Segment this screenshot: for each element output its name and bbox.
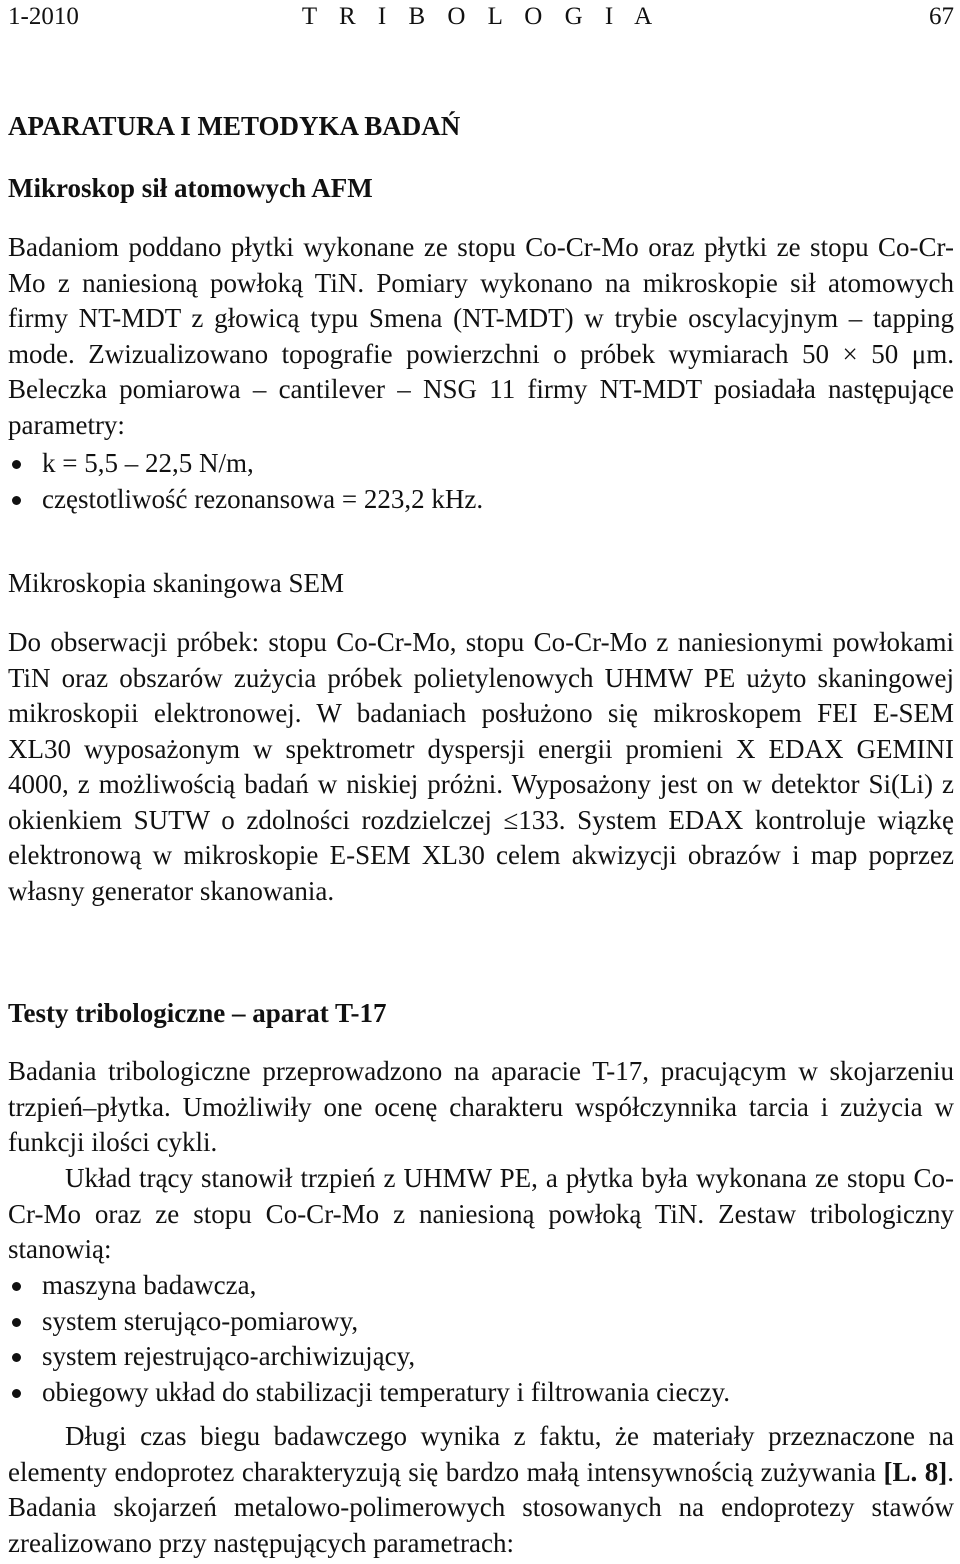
tribo-paragraph-1: Badania tribologiczne przeprowadzono na aparacie T-17, pracującym w skojarzeniu trzpień–płytka. Umożliwiły one ocenę charakteru współczynnika tarcia i zużycia w funkcji ilości cykli. [8,1056,954,1157]
list-item: k = 5,5 – 22,5 N/m, [8,446,954,482]
page-number: 67 [929,3,954,30]
list-item: maszyna badawcza, [8,1268,954,1304]
bullet-icon [12,1282,21,1291]
tribo-heading: Testy tribologiczne – aparat T-17 [8,998,387,1028]
issue-label: 1-2010 [8,3,79,30]
tribo-equipment-list [8,1268,954,1410]
bullet-icon [12,1318,21,1327]
citation-reference: [L. 8] [883,1456,948,1487]
bullet-icon [12,460,21,469]
list-item: system rejestrująco-archiwizujący, [8,1339,954,1375]
document-page [8,0,954,1558]
list-item: częstotliwość rezonansowa = 223,2 kHz. [8,482,954,518]
journal-title: T R I B O L O G I A [301,3,661,30]
sem-heading: Mikroskopia skaningowa SEM [8,568,344,598]
list-item: system sterująco-pomiarowy, [8,1304,954,1340]
list-item: obiegowy układ do stabilizacji temperatury i filtrowania cieczy. [8,1375,954,1411]
afm-parameter-list [8,446,954,517]
tribo-paragraph-2: Układ trący stanowił trzpień z UHMW PE, a płytka była wykonana ze stopu Co-Cr-Mo oraz ze stopu Co-Cr-Mo z naniesioną powłoką TiN. Zestaw tribologiczny stanowią: [8,1163,954,1264]
bullet-icon [12,1389,21,1398]
bullet-icon [12,496,21,505]
section-title: APARATURA I METODYKA BADAŃ [8,111,461,141]
tribo-paragraph-3: Długi czas biegu badawczego wynika z faktu, że materiały przeznaczone na elementy endoprotez charakteryzują się bardzo małą intensywnością zużywania [L. 8]. Badania skojarzeń metalowo-polimerowych stosowanych na endoprotezy stawów zrealizowano przy następujących parametrach: [8,1421,954,1558]
afm-paragraph: Badaniom poddano płytki wykonane ze stopu Co-Cr-Mo oraz płytki ze stopu Co-Cr-Mo z naniesioną powłoką TiN. Pomiary wykonano na mikroskopie sił atomowych firmy NT-MDT z głowicą typu Smena (NT-MDT) w trybie oscylacyjnym – tapping mode. Zwizualizowano topografie powierzchni o próbek wymiarach 50 × 50 μm. Beleczka pomiarowa – cantilever – NSG 11 firmy NT-MDT posiadała następujące parametry: [8,232,954,440]
bullet-icon [12,1353,21,1362]
sem-paragraph: Do obserwacji próbek: stopu Co-Cr-Mo, stopu Co-Cr-Mo z naniesionymi powłokami TiN oraz obszarów zużycia próbek polietylenowych UHMW PE użyto skaningowej mikroskopii elektronowej. W badaniach posłużono się mikroskopem FEI E-SEM XL30 wyposażonym w spektrometr dyspersji energii promieni X EDAX GEMINI 4000, z możliwością badań w niskiej próżni. Wyposażony jest on w detektor Si(Li) z okienkiem SUTW o zdolności rozdzielczej ≤133. System EDAX kontroluje wiązkę elektronową w mikroskopie E-SEM XL30 celem akwizycji obrazów i map poprzez własny generator skanowania. [8,627,954,906]
afm-heading: Mikroskop sił atomowych AFM [8,173,373,203]
running-header [8,0,954,42]
